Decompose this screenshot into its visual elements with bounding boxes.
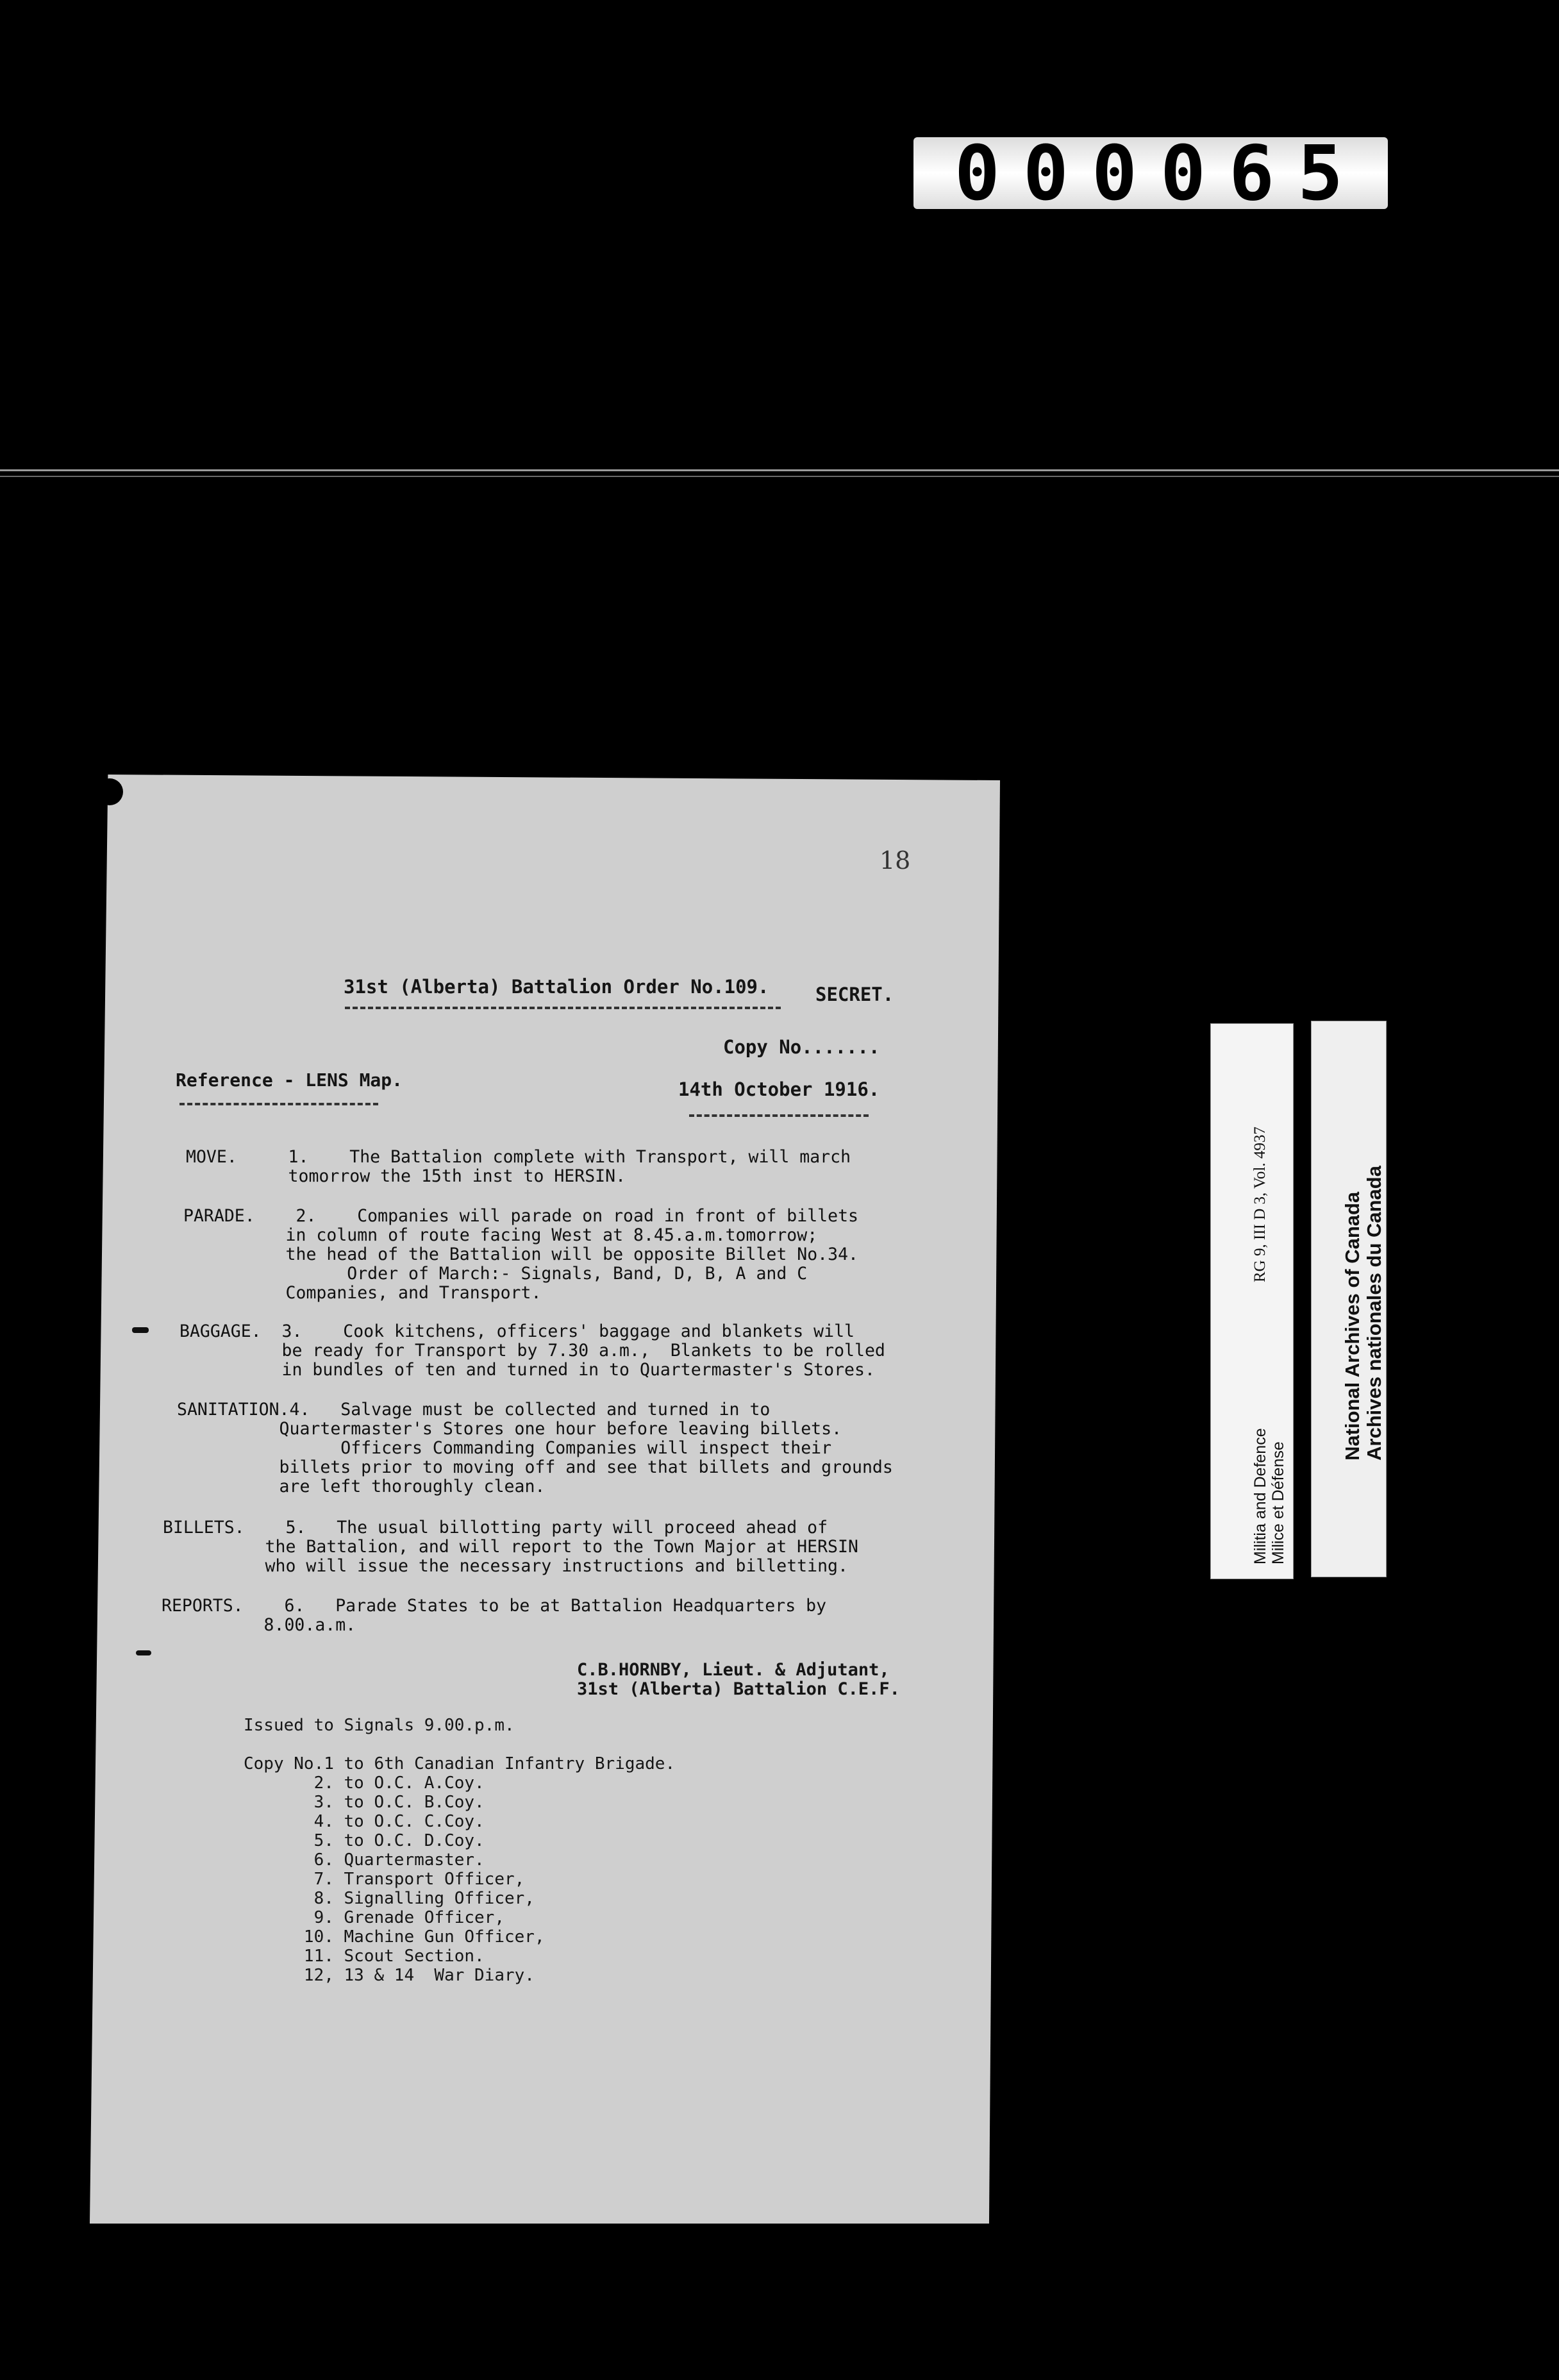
archive-institution-fr: Archives nationales du Canada bbox=[1363, 1166, 1385, 1461]
paragraph-billets: BILLETS. 5. The usual billotting party will proceed ahead of the Battalion, and will report to the Town Major at HERSIN who will issue the necessary instructions and billetting. bbox=[163, 1518, 858, 1576]
archive-department-en: Militia and Defence bbox=[1251, 1428, 1269, 1564]
paragraph-parade: PARADE. 2. Companies will parade on road in front of billets in column of route facing West at 8.45.a.m.tomorrow; the head of the Battalion will be opposite Billet No.34. Order of March:- Signals, Band, D, B, A and C Companies, and Transport. bbox=[183, 1206, 858, 1303]
paragraph-sanitation: SANITATION.4. Salvage must be collected and turned in to Quartermaster's Stores one hour before leaving billets. Officers Commanding Companies will inspect their billets prior to moving off and see that billets and grounds are left thoroughly clean. bbox=[177, 1400, 893, 1496]
order-date: 14th October 1916. bbox=[678, 1078, 880, 1100]
margin-mark bbox=[136, 1650, 151, 1655]
archive-reference: RG 9, III D 3, Vol. 4937 bbox=[1251, 1127, 1269, 1282]
film-divider-secondary bbox=[0, 476, 1559, 477]
date-underline bbox=[689, 1114, 869, 1117]
archive-department-fr: Milice et Défense bbox=[1269, 1441, 1287, 1564]
frame-number: 000065 bbox=[913, 137, 1388, 209]
copy-number: Copy No....... bbox=[723, 1036, 880, 1058]
title-underline bbox=[345, 1007, 781, 1009]
classification: SECRET. bbox=[815, 984, 894, 1005]
paragraph-baggage: BAGGAGE. 3. Cook kitchens, officers' baggage and blankets will be ready for Transport by 7.30 a.m., Blankets to be rolled in bundles of ten and turned in to Quartermaster's Stores. bbox=[179, 1321, 885, 1380]
punch-hole bbox=[96, 778, 123, 805]
distribution-list: Copy No.1 to 6th Canadian Infantry Brigade. 2. to O.C. A.Coy. 3. to O.C. B.Coy. 4. to O.C. C.Coy. 5. to O.C. D.Coy. 6. Quartermaster. 7. Transport Officer, 8. Signalling Officer, 9. Grenade Officer, 10. Machine Gun Officer, 11. Scout Section. 12, 13 & 14 War Diary. bbox=[244, 1754, 676, 1985]
film-divider bbox=[0, 469, 1559, 471]
paragraph-move: MOVE. 1. The Battalion complete with Transport, will march tomorrow the 15th inst to HERSIN. bbox=[186, 1147, 851, 1186]
signature-block: C.B.HORNBY, Lieut. & Adjutant, 31st (Alberta) Battalion C.E.F. bbox=[577, 1660, 900, 1699]
folio-number: 18 bbox=[880, 846, 911, 875]
map-reference: Reference - LENS Map. bbox=[176, 1069, 403, 1091]
margin-mark bbox=[132, 1327, 149, 1333]
archive-institution-en: National Archives of Canada bbox=[1341, 1191, 1363, 1461]
issued-line: Issued to Signals 9.00.p.m. bbox=[244, 1716, 515, 1735]
order-title: 31st (Alberta) Battalion Order No.109. bbox=[344, 976, 769, 998]
reference-underline bbox=[179, 1103, 378, 1105]
paragraph-reports: REPORTS. 6. Parade States to be at Battalion Headquarters by 8.00.a.m. bbox=[162, 1596, 827, 1635]
